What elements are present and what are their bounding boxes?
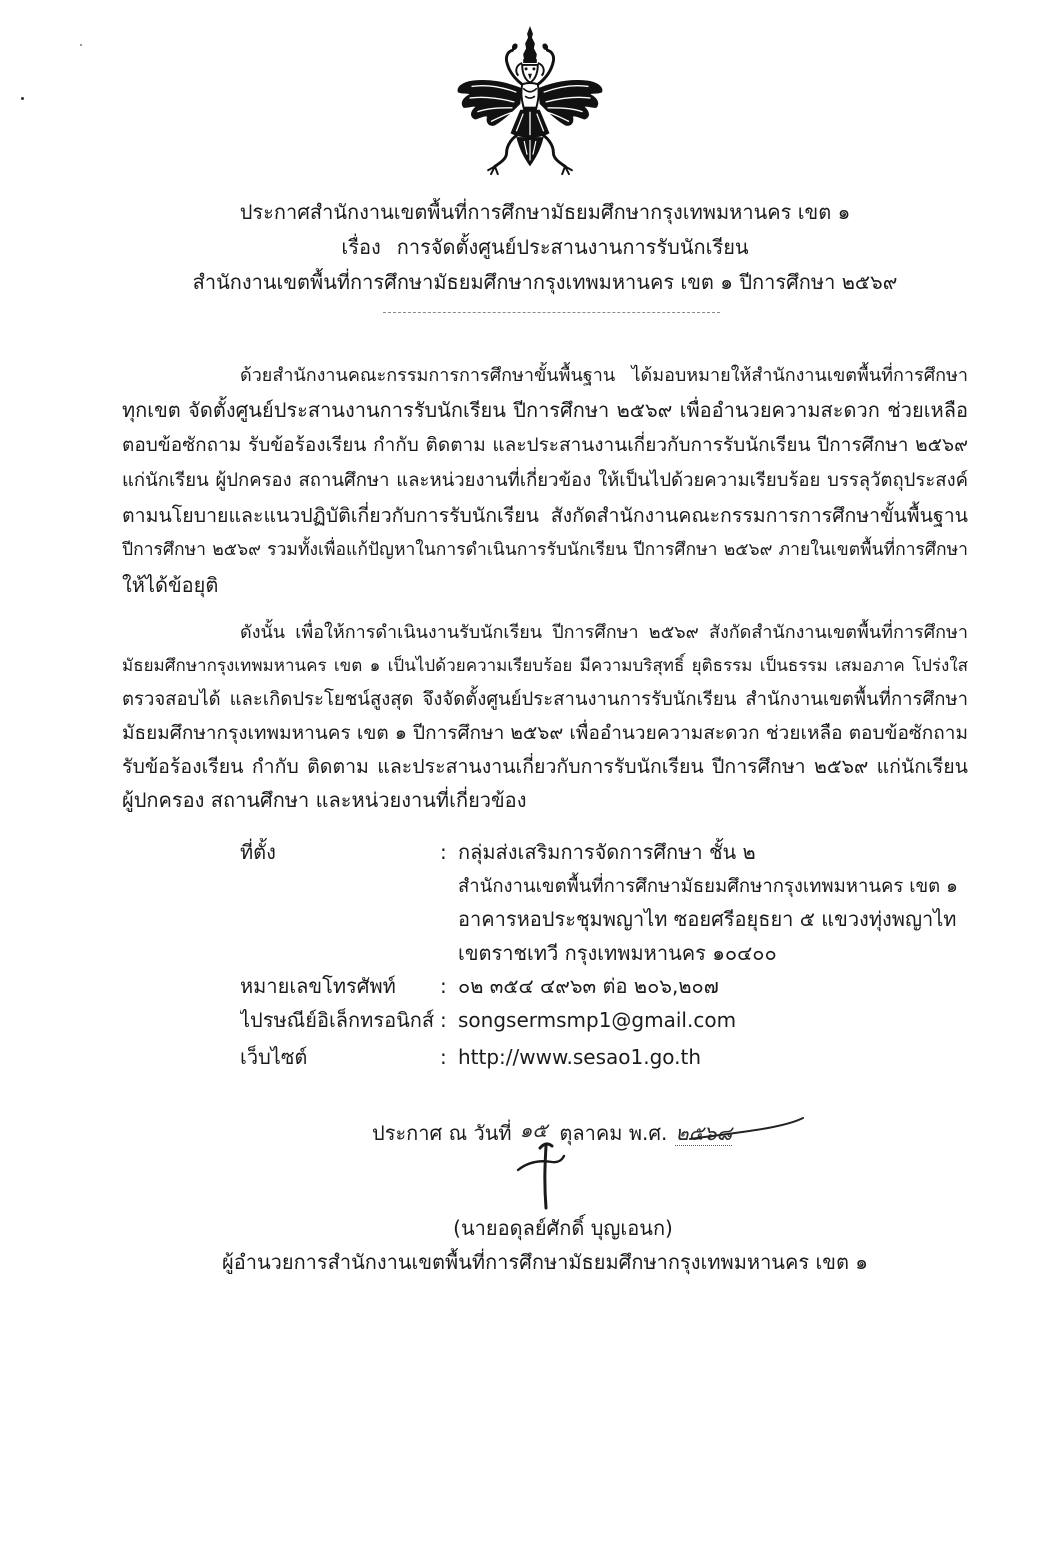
garuda-right-half <box>538 43 603 174</box>
scan-speck <box>80 44 82 46</box>
contact-value: สำนักงานเขตพื้นที่การศึกษามัธยมศึกษากรุงเทพมหานคร เขต ๑ <box>458 875 958 897</box>
announcement-year: ๒๕๖๘ <box>675 1121 732 1145</box>
contact-colon: : <box>440 1007 447 1032</box>
contact-label: ไปรษณีย์อิเล็กทรอนิกส์ <box>240 1007 435 1032</box>
signature-stroke <box>518 1156 564 1170</box>
subject-label: เรื่อง <box>341 235 381 259</box>
garuda-emblem-icon <box>452 22 608 182</box>
signature-stroke <box>540 1144 552 1208</box>
paragraph-1 <box>122 358 968 603</box>
subject-line-2: สำนักงานเขตพื้นที่การศึกษามัธยมศึกษากรุงเทพมหานคร เขต ๑ ปีการศึกษา ๒๕๖๙ <box>192 270 898 294</box>
paragraph-line: แก่นักเรียน ผู้ปกครอง สถานศึกษา และหน่วยงานที่เกี่ยวข้อง ให้เป็นไปด้วยความเรียบร้อย บรรลุวัตถุประสงค์ <box>122 470 968 491</box>
contact-row-email <box>240 1004 968 1038</box>
contact-value: http://www.sesao1.go.th <box>458 1045 702 1069</box>
paragraph-line: ปีการศึกษา ๒๕๖๙ รวมทั้งเพื่อแก้ปัญหาในการดำเนินการรับนักเรียน ปีการศึกษา ๒๕๖๙ ภายในเขตพื้นที่การศึกษา <box>122 540 968 560</box>
paragraph-line: มัธยมศึกษากรุงเทพมหานคร เขต ๑ ปีการศึกษา ๒๕๖๙ เพื่ออำนวยความสะดวก ช่วยเหลือ ตอบข้อซักถาม <box>122 721 968 744</box>
contact-colon: : <box>440 840 447 864</box>
announcement-title: ประกาศสำนักงานเขตพื้นที่การศึกษามัธยมศึกษากรุงเทพมหานคร เขต ๑ <box>239 200 851 224</box>
contact-row-phone <box>240 970 968 1004</box>
announcement-date <box>372 1116 732 1150</box>
paragraph-line: รับข้อร้องเรียน กำกับ ติดตาม และประสานงานเกี่ยวกับการรับนักเรียน ปีการศึกษา ๒๕๖๙ แก่นักเรียน <box>122 755 968 778</box>
paragraph-line: มัธยมศึกษากรุงเทพมหานคร เขต ๑ เป็นไปด้วยความเรียบร้อย มีความบริสุทธิ์ ยุติธรรม เป็นธรรม เสมอภาค โปร่งใส <box>122 655 968 676</box>
contact-colon: : <box>440 974 447 998</box>
paragraph-2 <box>122 616 968 817</box>
contact-row-website <box>240 1041 968 1075</box>
contact-row-location <box>240 836 968 970</box>
announcement-day: ๑๕ <box>519 1118 548 1142</box>
paragraph-line: ให้ได้ข้อยุติ <box>122 573 219 597</box>
paragraph-line: ตามนโยบายและแนวปฏิบัติเกี่ยวกับการรับนักเรียน สังกัดสำนักงานคณะกรรมการการศึกษาขั้นพื้นฐาน <box>122 504 968 527</box>
paragraph-line: ตรวจสอบได้ และเกิดประโยชน์สูงสุด จึงจัดตั้งศูนย์ประสานงานการรับนักเรียน สำนักงานเขตพื้นที่การศึกษา <box>122 689 968 710</box>
signer-position: ผู้อำนวยการสำนักงานเขตพื้นที่การศึกษามัธยมศึกษากรุงเทพมหานคร เขต ๑ <box>221 1250 868 1274</box>
subject-line <box>122 230 968 265</box>
subject-text: การจัดตั้งศูนย์ประสานงานการรับนักเรียน <box>396 235 749 259</box>
document-header <box>122 195 968 300</box>
contact-value: เขตราชเทวี กรุงเทพมหานคร ๑๐๔๐๐ <box>458 940 777 965</box>
scan-speck <box>21 97 24 100</box>
paragraph-line: ผู้ปกครอง สถานศึกษา และหน่วยงานที่เกี่ยวข้อง <box>122 787 527 812</box>
paragraph-line: ดังนั้น เพื่อให้การดำเนินงานรับนักเรียน ปีการศึกษา ๒๕๖๙ สังกัดสำนักงานเขตพื้นที่การศึกษา <box>240 622 968 643</box>
announcement-prefix: ประกาศ ณ วันที่ <box>372 1121 512 1145</box>
announcement-month: ตุลาคม พ.ศ. <box>559 1121 668 1145</box>
paragraph-line: ด้วยสำนักงานคณะกรรมการการศึกษาขั้นพื้นฐาน ได้มอบหมายให้สำนักงานเขตพื้นที่การศึกษา <box>240 365 968 386</box>
paragraph-line: ตอบข้อซักถาม รับข้อร้องเรียน กำกับ ติดตาม และประสานงานเกี่ยวกับการรับนักเรียน ปีการศึกษา ๒๕๖๙ <box>122 434 968 456</box>
signer-name: (นายอดุลย์ศักดิ์ บุญเอนก) <box>453 1216 673 1240</box>
paragraph-line: ทุกเขต จัดตั้งศูนย์ประสานงานการรับนักเรียน ปีการศึกษา ๒๕๖๙ เพื่ออำนวยความสะดวก ช่วยเหลือ <box>122 398 968 422</box>
contact-colon: : <box>440 1045 447 1069</box>
contact-label: หมายเลขโทรศัพท์ <box>240 974 396 998</box>
contact-info <box>240 836 968 1075</box>
contact-value: songsermsmp1@gmail.com <box>458 1007 737 1032</box>
contact-label: ที่ตั้ง <box>240 840 276 864</box>
garuda-left-half <box>458 43 523 174</box>
header-separator <box>383 312 720 313</box>
contact-label: เว็บไซต์ <box>240 1045 308 1069</box>
contact-value: กลุ่มส่งเสริมการจัดการศึกษา ชั้น ๒ <box>458 840 756 864</box>
contact-value: อาคารหอประชุมพญาไท ซอยศรีอยุธยา ๕ แขวงทุ่งพญาไท <box>458 907 957 931</box>
contact-value: ๐๒ ๓๕๔ ๔๙๖๓ ต่อ ๒๐๖,๒๐๗ <box>458 974 719 998</box>
contact-value-group <box>458 836 968 970</box>
